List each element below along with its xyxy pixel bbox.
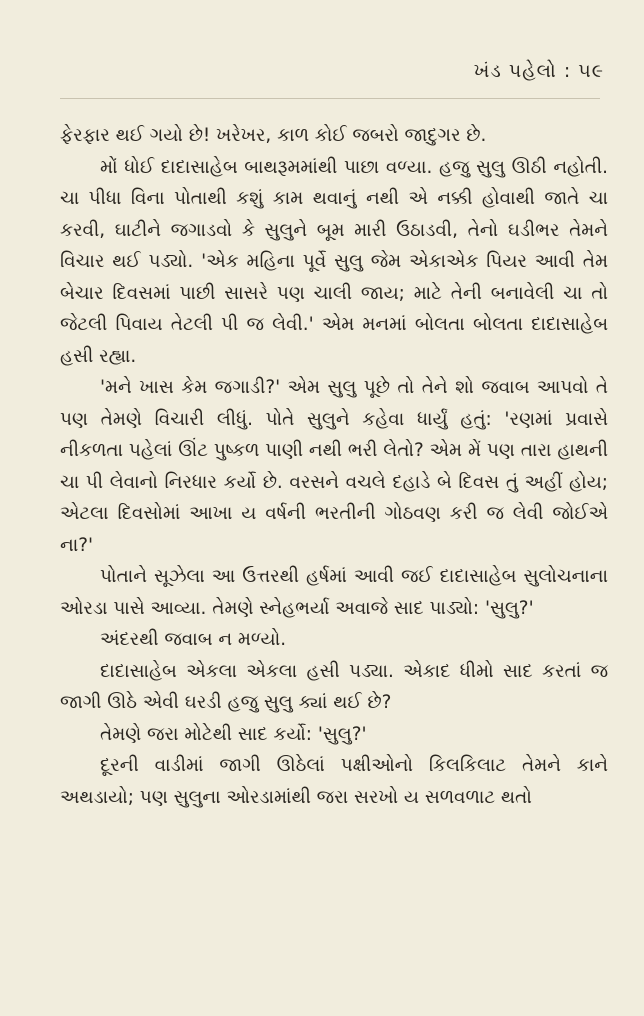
paragraph: દૂરની વાડીમાં જાગી ઊઠેલાં પક્ષીઓનો કિલકિલાટ તેમને કાને અથડાયો; પણ સુલુના ઓરડામાંથી જરા સરખો ય સળવળાટ થતો [60,755,608,808]
paragraph: મોં ધોઈ દાદાસાહેબ બાથરૂમમાંથી પાછા વળ્યા. હજુ સુલુ ઊઠી નહોતી. ચા પીધા વિના પોતાથી કશું કામ થવાનું નથી એ નક્કી હોવાથી જાતે ચા કરવી, ઘાટીને જગાડવો કે સુલુને બૂમ મારી ઉઠાડવી, તેનો ઘડીભર તેમને વિચાર થઈ પડ્યો. 'એક મહિના પૂર્વે સુલુ જેમ એકાએક પિયર આવી તેમ બેચાર દિવસમાં પાછી સાસરે પણ ચાલી જાય; માટે તેની બનાવેલી ચા તો જેટલી પિવાય તેટલી પી જ લેવી.' એમ મનમાં બોલતા બોલતા દાદાસાહેબ હસી રહ્યા. [60,156,608,367]
running-header: ખંડ પહેલો : ૫૯ [473,60,604,82]
header-rule [60,98,600,99]
paragraph: 'મને ખાસ કેમ જગાડી?' એમ સુલુ પૂછે તો તેને શો જવાબ આપવો તે પણ તેમણે વિચારી લીધું. પોતે સુલુને કહેવા ધાર્યું હતું: 'રણમાં પ્રવાસે નીકળતા પહેલાં ઊંટ પુષ્કળ પાણી નથી ભરી લેતો? એમ મેં પણ તારા હાથની ચા પી લેવાનો નિરધાર કર્યો છે. વરસને વચલે દહાડે બે દિવસ તું અહીં હોય; એટલા દિવસોમાં આખા ય વર્ષની ભરતીની ગોઠવણ કરી જ લેવી જોઈએ ના?' [60,377,608,556]
body-text [60,120,608,813]
paragraph: ફેરફાર થઈ ગયો છે! ખરેખર, કાળ કોઈ જબરો જાદુગર છે. [60,125,487,146]
paragraph: અંદરથી જવાબ ન મળ્યો. [100,629,287,650]
paragraph: તેમણે જરા મોટેથી સાદ કર્યો: 'સુલુ?' [100,723,367,745]
paragraph: પોતાને સૂઝેલા આ ઉત્તરથી હર્ષમાં આવી જઈ દાદાસાહેબ સુલોચનાના ઓરડા પાસે આવ્યા. તેમણે સ્નેહભર્યા અવાજે સાદ પાડ્યો: 'સુલુ?' [60,566,608,619]
paragraph: દાદાસાહેબ એકલા એકલા હસી પડ્યા. એકાદ ધીમો સાદ કરતાં જ જાગી ઊઠે એવી ઘરડી હજુ સુલુ ક્યાં થઈ છે? [60,660,608,713]
